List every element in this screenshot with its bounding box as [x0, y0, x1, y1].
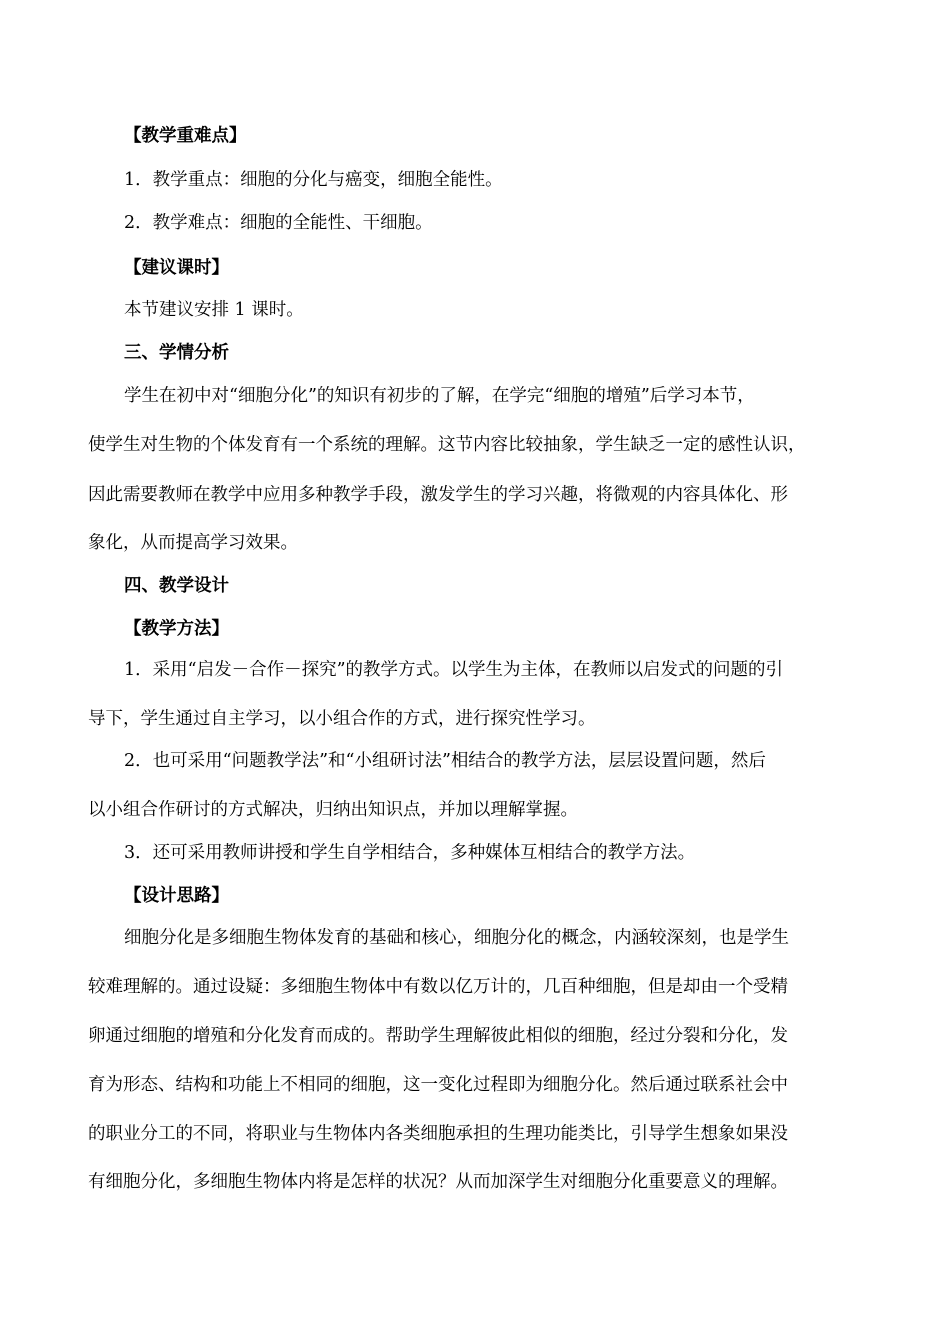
idea-line: 的职业分工的不同，将职业与生物体内各类细胞承担的生理功能类比，引导学生想象如果没	[88, 1124, 788, 1144]
idea-line: 卵通过细胞的增殖和分化发育而成的。帮助学生理解彼此相似的细胞，经过分裂和分化，发	[88, 1026, 788, 1046]
analysis-line: 因此需要教师在教学中应用多种教学手段，激发学生的学习兴趣，将微观的内容具体化、形	[88, 485, 788, 505]
method-line: 2．也可采用“问题教学法”和“小组研讨法”相结合的教学方法，层层设置问题，然后	[124, 751, 766, 771]
section-heading-suggested-hours: 【建议课时】	[124, 258, 229, 278]
analysis-line: 象化，从而提高学习效果。	[88, 533, 298, 553]
section-heading-design-idea: 【设计思路】	[124, 886, 229, 906]
method-line: 导下，学生通过自主学习，以小组合作的方式，进行探究性学习。	[88, 709, 596, 729]
section-heading-teaching-method: 【教学方法】	[124, 619, 229, 639]
method-line: 以小组合作研讨的方式解决，归纳出知识点，并加以理解掌握。	[88, 800, 578, 820]
analysis-line: 使学生对生物的个体发育有一个系统的理解。这节内容比较抽象，学生缺乏一定的感性认识，	[88, 435, 806, 455]
focus-item-1: 1．教学重点：细胞的分化与癌变，细胞全能性。	[124, 170, 503, 190]
section-heading-teaching-focus: 【教学重难点】	[124, 126, 247, 146]
idea-line: 较难理解的。通过设疑：多细胞生物体中有数以亿万计的，几百种细胞，但是却由一个受精	[88, 977, 788, 997]
idea-line: 育为形态、结构和功能上不相同的细胞，这一变化过程即为细胞分化。然后通过联系社会中	[88, 1075, 788, 1095]
method-line: 1．采用“启发－合作－探究”的教学方式。以学生为主体，在教师以启发式的问题的引	[124, 660, 784, 680]
suggested-hours-text: 本节建议安排 1 课时。	[124, 300, 304, 320]
method-line: 3．还可采用教师讲授和学生自学相结合，多种媒体互相结合的教学方法。	[124, 843, 696, 863]
section-heading-teaching-design: 四、教学设计	[124, 576, 229, 596]
idea-line: 细胞分化是多细胞生物体发育的基础和核心，细胞分化的概念，内涵较深刻，也是学生	[124, 928, 789, 948]
analysis-line: 学生在初中对“细胞分化”的知识有初步的了解，在学完“细胞的增殖”后学习本节，	[124, 386, 755, 406]
section-heading-student-analysis: 三、学情分析	[124, 343, 229, 363]
focus-item-2: 2．教学难点：细胞的全能性、干细胞。	[124, 213, 433, 233]
idea-line: 有细胞分化，多细胞生物体内将是怎样的状况？从而加深学生对细胞分化重要意义的理解。	[88, 1172, 788, 1192]
